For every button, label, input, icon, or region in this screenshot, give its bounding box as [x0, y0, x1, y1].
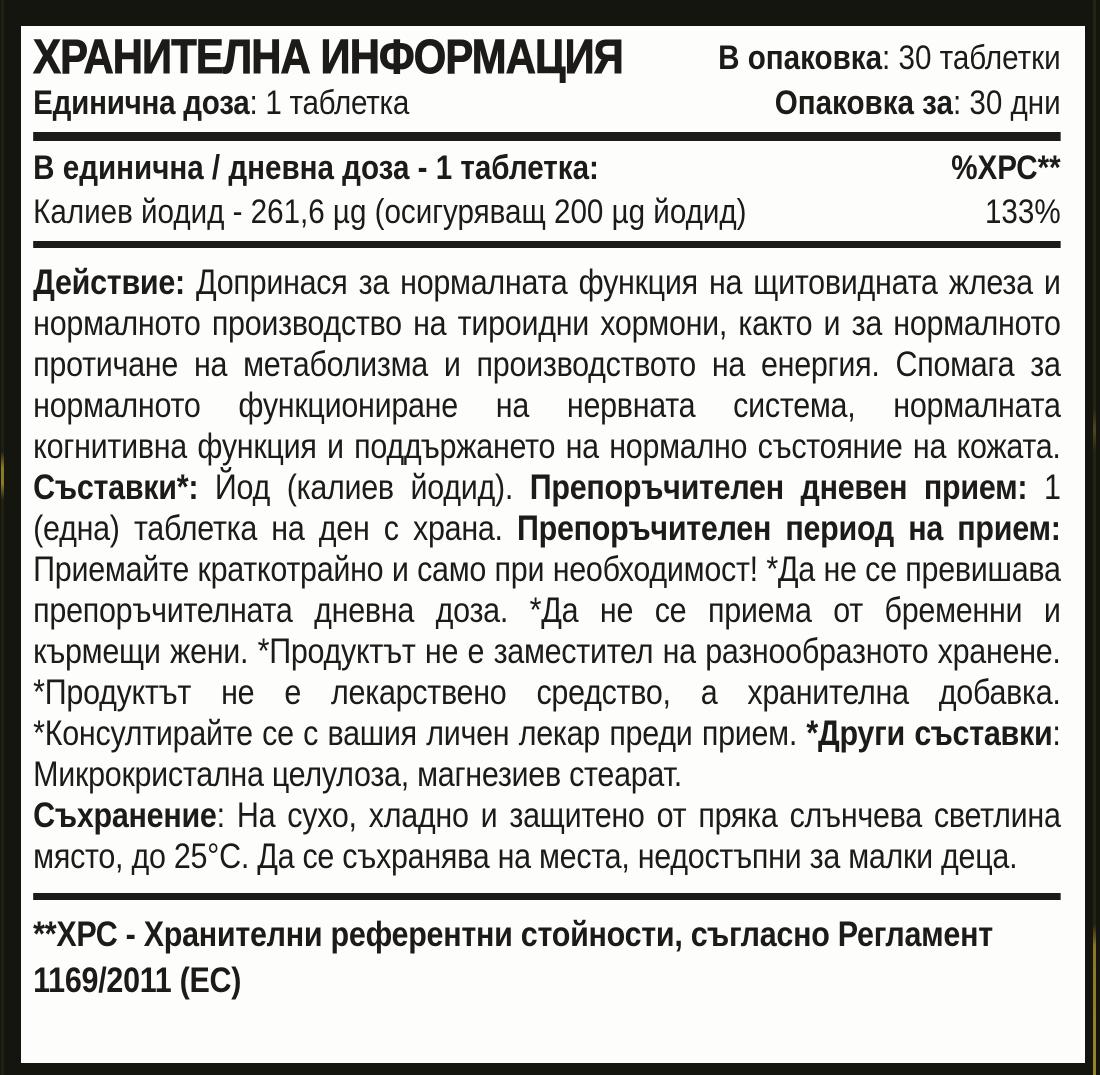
panel-header [33, 31, 1061, 124]
pack-duration-label: Опаковка за [774, 84, 953, 122]
text-run: : Микрокристална целулоза, магнезиев стеарат. [33, 714, 1061, 794]
label-right-print-edge [1093, 0, 1096, 1075]
pack-duration-value: : 30 дни [952, 84, 1061, 122]
dose-row-header: В единична / дневна доза - 1 таблетка: [33, 149, 599, 187]
bold-run: Препоръчителен период на прием: [517, 509, 1061, 548]
text-run: : На сухо, хладно и защитено от пряка слънчева светлина място, до 25°C. Да се съхранява на места, недостъпни за малки деца. [33, 796, 1061, 876]
unit-dose-label: Единична доза [33, 84, 250, 122]
ingredient-amount: Калиев йодид - 261,6 µg (осигуряващ 200 µg йодид) [33, 193, 747, 231]
label-left-print-edge [1, 0, 4, 1075]
header-right-column [718, 34, 1060, 124]
bold-run: *Други съставки [806, 714, 1053, 753]
pack-count-label: В опаковка [718, 39, 883, 77]
bold-run: Действие: [33, 263, 185, 302]
divider-rule-top [33, 132, 1060, 141]
nrv-percent-value: 133% [984, 193, 1061, 231]
text-run: 1 (една) таблетка на ден с храна. [33, 468, 1061, 548]
bold-run: Съставки*: [33, 468, 199, 507]
pack-count-line [718, 34, 1060, 82]
dose-table [33, 141, 1060, 241]
unit-dose-line [33, 82, 623, 124]
nrv-regulation-footnote: **ХРС - Хранителни референтни стойности, съгласно Регламент 1169/2011 (ЕС) [33, 915, 993, 1000]
dose-table-header-row [33, 147, 1060, 189]
action-and-usage-paragraph [33, 262, 1060, 795]
divider-rule-bottom [33, 893, 1060, 900]
label-body [33, 248, 1060, 893]
bold-run: Препоръчителен дневен прием: [529, 468, 1028, 507]
pack-duration-line [718, 82, 1060, 124]
nutrition-info-panel [21, 26, 1085, 1063]
pack-count-value: : 30 таблетки [882, 39, 1061, 77]
dose-table-ingredient-row [33, 189, 1060, 235]
unit-dose-value: : 1 таблетка [249, 84, 410, 122]
bold-run: Съхранение [33, 796, 217, 835]
storage-paragraph [33, 795, 1060, 877]
text-run: Йод (калиев йодид). [198, 468, 530, 507]
text-run: Допринася за нормалната функция на щитовидната жлеза и нормалното производство на тироидни хормони, както и за нормалното протичане на метаболизма и производството на енергия. Спомага за нормалното функциониране на нервната система, нормалната когнитивна функция и поддържането на нормално състояние на кожата. [33, 263, 1061, 466]
header-left-column [33, 31, 623, 124]
divider-rule-middle [33, 241, 1060, 248]
text-run: Приемайте краткотрайно и само при необходимост! *Да не се превишава препоръчителната дневна доза. *Да не се приема от бременни и кърмещи жени. *Продуктът не е заместител на разнообразното хранене. *Продуктът не е лекарствено средство, а хранителна добавка. *Консултирайте се с вашия личен лекар преди прием. [33, 550, 1061, 753]
panel-content [21, 26, 1085, 1004]
nrv-column-header: %ХРС** [951, 149, 1061, 187]
panel-title: ХРАНИТЕЛНА ИНФОРМАЦИЯ [33, 31, 623, 84]
